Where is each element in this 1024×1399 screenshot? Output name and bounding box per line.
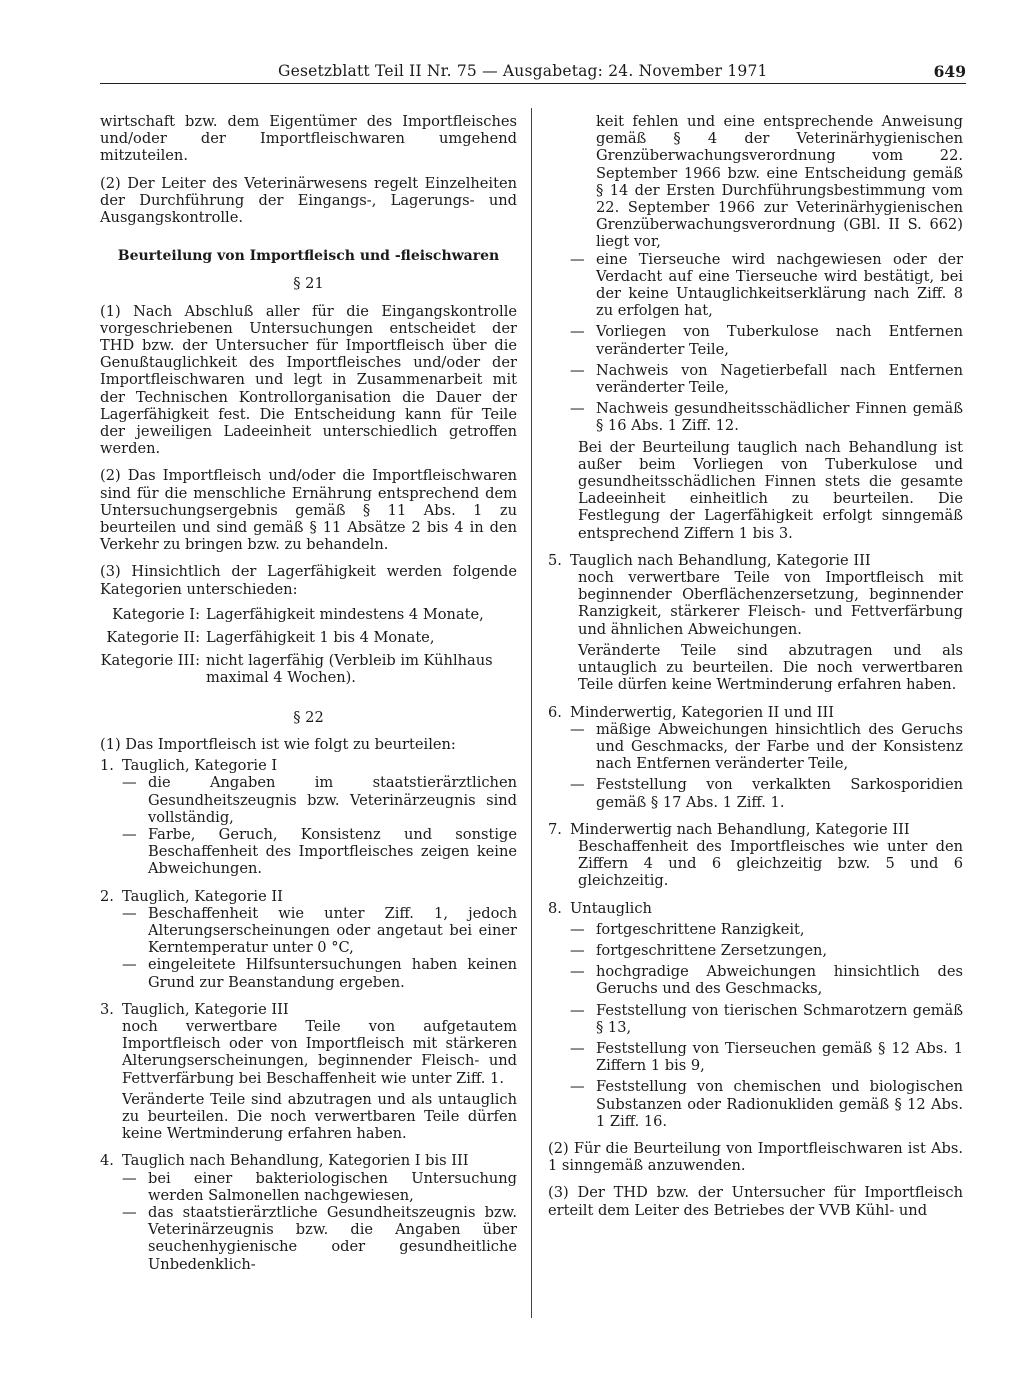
page-header — [100, 58, 966, 84]
page-number: 649 — [933, 62, 966, 81]
paragraph-number: § 21 — [293, 275, 324, 293]
dash-item: — Nachweis gesundheitsschädlicher Finnen gemäß § 16 Abs. 1 Ziff. 12. — [570, 400, 963, 435]
dash-item: — die Angaben im staatstierärztlichen Gesundheitszeugnis bzw. Veterinärzeugnis sind vollständig, — [122, 774, 517, 826]
list-item: 1. Tauglich, Kategorie I — [100, 757, 278, 775]
dash-item: — Nachweis von Nagetierbefall nach Entfernen veränderter Teile, — [570, 361, 963, 397]
item-text: Veränderte Teile sind abzutragen und als untauglich zu beurteilen. Die noch verwertbaren Teile dürfen keine Wertminderung erfahren haben. — [578, 641, 963, 694]
dash-item: — eingeleitete Hilfsuntersuchungen haben keinen Grund zur Beanstandung ergeben. — [122, 956, 517, 991]
dash-item: — hochgradige Abweichungen hinsichtlich des Geruchs und des Geschmacks, — [570, 963, 963, 998]
list-item: 6. Minderwertig, Kategorien II und III — [548, 703, 835, 721]
paragraph: (2) Der Leiter des Veterinärwesens regelt Einzelheiten der Durchführung der Eingangs-, Lagerungs- und Ausgangskontrolle. — [100, 174, 517, 227]
paragraph: (3) Der THD bzw. der Untersucher für Importfleisch erteilt dem Leiter des Betriebes der VVB Kühl- und — [548, 1184, 963, 1219]
column-divider — [531, 108, 532, 1318]
paragraph: (1) Nach Abschluß aller für die Eingangskontrolle vorgeschriebenen Untersuchungen entscheidet der THD bzw. der Untersucher für Importfleisch über die Genußtauglichkeit des Importfleisches und/oder der Importfleischwaren und legt in Zusammenarbeit mit der Technischen Kontrollorganisation die Dauer der Lagerfähigkeit fest. Die Entscheidung kann für Teile der jeweiligen Ladeeinheit unterschiedlich getroffen werden. — [100, 302, 517, 458]
dash-item: — Beschaffenheit wie unter Ziff. 1, jedoch Alterungserscheinungen oder angetaut bei einer Kerntemperatur unter 0 °C, — [122, 904, 517, 957]
header-title: Gesetzblatt Teil II Nr. 75 — Ausgabetag: 24. November 1971 — [278, 62, 768, 80]
category-row: Kategorie I: Lagerfähigkeit mindestens 4 Monate, — [112, 605, 484, 623]
dash-item: — fortgeschrittene Zersetzungen, — [570, 941, 827, 959]
right-column — [548, 113, 963, 1219]
list-item: 4. Tauglich nach Behandlung, Kategorien I bis III — [100, 1152, 469, 1170]
dash-item: — Feststellung von chemischen und biologischen Substanzen oder Radionukliden gemäß § 12 Abs. 1 Ziff. 16. — [570, 1078, 963, 1130]
paragraph: (3) Hinsichtlich der Lagerfähigkeit werden folgende Kategorien unterschieden: — [100, 563, 517, 598]
category-row: Kategorie III: nicht lagerfähig (Verbleib im Kühlhaus maximal 4 Wochen). — [100, 652, 493, 687]
category-row: Kategorie II: Lagerfähigkeit 1 bis 4 Monate, — [106, 629, 435, 647]
dash-item: — bei einer bakteriologischen Untersuchung werden Salmonellen nachgewiesen, — [122, 1169, 517, 1204]
paragraph-number: § 22 — [293, 708, 324, 726]
category-list — [100, 606, 517, 687]
dash-item: — Feststellung von verkalkten Sarkosporidien gemäß § 17 Abs. 1 Ziff. 1. — [570, 776, 963, 811]
dash-item: — Vorliegen von Tuberkulose nach Entfernen veränderter Teile, — [570, 323, 963, 358]
list-item: 2. Tauglich, Kategorie II — [100, 887, 283, 905]
item-text: Veränderte Teile sind abzutragen und als untauglich zu beurteilen. Die noch verwertbaren Teile dürfen keine Wertminderung erfahren haben. — [122, 1090, 517, 1143]
header-rule — [100, 83, 966, 84]
paragraph-continuation: wirtschaft bzw. dem Eigentümer des Importfleisches und/oder der Importfleischwaren umgehend mitzuteilen. — [100, 113, 517, 165]
list-item: 8. Untauglich — [548, 899, 652, 917]
list-item: 3. Tauglich, Kategorie III — [100, 1000, 289, 1018]
paragraph: (2) Für die Beurteilung von Importfleischwaren ist Abs. 1 sinngemäß anzuwenden. — [548, 1139, 963, 1175]
dash-item: — das staatstierärztliche Gesundheitszeugnis bzw. Veterinärzeugnis bzw. die Angaben über seuchenhygienische oder gesundheitliche Unbedenklich- — [122, 1203, 517, 1273]
paragraph: (1) Das Importfleisch ist wie folgt zu beurteilen: — [100, 735, 456, 753]
dash-item: — fortgeschrittene Ranzigkeit, — [570, 920, 805, 938]
dash-item: — Farbe, Geruch, Konsistenz und sonstige Beschaffenheit des Importfleisches zeigen keine Abweichungen. — [122, 825, 517, 878]
dash-item: — Feststellung von tierischen Schmarotzern gemäß § 13, — [570, 1001, 963, 1036]
paragraph: (2) Das Importfleisch und/oder die Importfleischwaren sind für die menschliche Ernährung entsprechend dem Untersuchungsergebnis gemäß § 11 Abs. 1 zu beurteilen und sind gemäß § 11 Absätze 2 bis 4 in den Verkehr zu bringen bzw. zu behandeln. — [100, 467, 517, 554]
item-text: noch verwertbare Teile von aufgetautem Importfleisch oder von Importfleisch mit stärkeren Alterungserscheinungen, beginnender Fleisch- und Fettverfärbung bei Beschaffenheit wie unter Ziff. 1. — [122, 1017, 517, 1087]
dash-item-continuation: keit fehlen und eine entsprechende Anweisung gemäß § 4 der Veterinärhygienischen Grenzüberwachungsverordnung vom 22. September 1966 bzw. eine Entscheidung gemäß § 14 der Ersten Durchführungsbestimmung vom 22. September 1966 zur Veterinärhygienischen Grenzüberwachungsverordnung (GBl. II S. 662) liegt vor, — [596, 113, 963, 251]
section-heading: Beurteilung von Importfleisch und -fleischwaren — [117, 248, 500, 265]
list-item: 5. Tauglich nach Behandlung, Kategorie III — [548, 551, 871, 569]
left-column — [100, 113, 517, 1273]
item-text: Bei der Beurteilung tauglich nach Behandlung ist außer beim Vorliegen von Tuberkulose und gesundheitsschädlichen Finnen stets die gesamte Ladeeinheit einheitlich zu beurteilen. Die Festlegung der Lagerfähigkeit erfolgt sinngemäß entsprechend Ziffern 1 bis 3. — [578, 438, 963, 542]
list-item: 7. Minderwertig nach Behandlung, Kategorie III — [548, 820, 910, 838]
item-text: Beschaffenheit des Importfleisches wie unter den Ziffern 4 und 6 gleichzeitig bzw. 5 und 6 gleichzeitig. — [578, 837, 963, 890]
dash-item: — mäßige Abweichungen hinsichtlich des Geruchs und Geschmacks, der Farbe und der Konsistenz nach Entfernen veränderter Teile, — [570, 720, 963, 773]
dash-item: — Feststellung von Tierseuchen gemäß § 12 Abs. 1 Ziffern 1 bis 9, — [570, 1039, 963, 1075]
item-text: noch verwertbare Teile von Importfleisch mit beginnender Oberflächenzersetzung, beginnender Ranzigkeit, stärkerer Fleisch- und Fettverfärbung und ähnlichen Abweichungen. — [578, 569, 963, 638]
dash-item: — eine Tierseuche wird nachgewiesen oder der Verdacht auf eine Tierseuche wird bestätigt, bei der keine Untauglichkeitserklärung nach Ziff. 8 zu erfolgen hat, — [570, 250, 963, 320]
